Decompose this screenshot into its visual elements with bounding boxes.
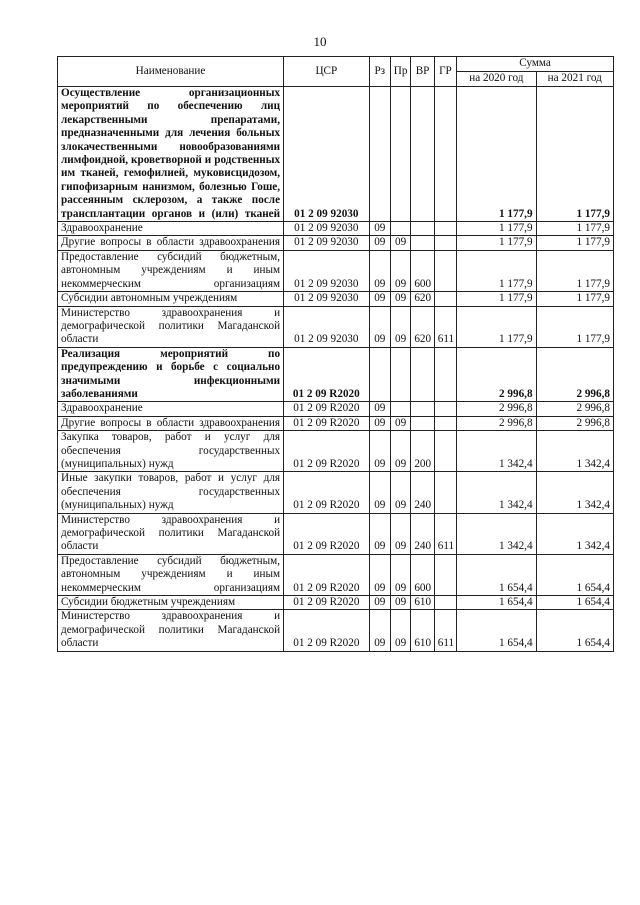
row-sum-2021: 1 177,9 [536, 222, 613, 236]
row-vr [411, 87, 434, 222]
row-vr [411, 236, 434, 250]
row-vr: 240 [411, 472, 434, 513]
row-rz: 09 [369, 554, 390, 595]
row-sum-2021: 1 177,9 [536, 236, 613, 250]
row-rz: 09 [369, 402, 390, 416]
row-sum-2021: 1 177,9 [536, 306, 613, 347]
row-csr: 01 2 09 R2020 [284, 472, 370, 513]
header-pr: Пр [390, 57, 410, 87]
row-sum-2020: 1 177,9 [457, 292, 536, 306]
row-rz: 09 [369, 222, 390, 236]
row-pr: 09 [390, 610, 410, 651]
row-sum-2021: 1 342,4 [536, 431, 613, 472]
row-name: Субсидии автономным учреждениям [58, 292, 284, 306]
page-number: 10 [313, 34, 327, 49]
row-vr [411, 416, 434, 430]
row-sum-2020: 1 654,4 [457, 554, 536, 595]
row-sum-2021: 1 177,9 [536, 292, 613, 306]
row-gr [434, 292, 456, 306]
table-row [58, 416, 614, 430]
row-gr [434, 347, 456, 402]
row-csr: 01 2 09 92030 [284, 87, 370, 222]
row-csr: 01 2 09 92030 [284, 306, 370, 347]
table-row [58, 306, 614, 347]
row-pr: 09 [390, 250, 410, 291]
row-gr [434, 472, 456, 513]
row-pr: 09 [390, 416, 410, 430]
row-csr: 01 2 09 R2020 [284, 610, 370, 651]
row-sum-2020: 1 342,4 [457, 472, 536, 513]
table-row [58, 554, 614, 595]
row-gr [434, 416, 456, 430]
table-row [58, 513, 614, 554]
table-row [58, 610, 614, 651]
header-vr: ВР [411, 57, 434, 87]
row-sum-2020: 1 342,4 [457, 513, 536, 554]
row-gr [434, 554, 456, 595]
row-name: Здравоохранение [58, 222, 284, 236]
row-gr [434, 222, 456, 236]
table-row [58, 472, 614, 513]
row-vr: 610 [411, 610, 434, 651]
row-pr: 09 [390, 236, 410, 250]
row-pr: 09 [390, 431, 410, 472]
row-vr: 600 [411, 250, 434, 291]
row-rz: 09 [369, 292, 390, 306]
table-row [58, 431, 614, 472]
row-name: Предоставление субсидий бюджетным, автономным учреждениям и иным некоммерческим организациям [58, 250, 284, 291]
table-header [58, 57, 614, 87]
row-pr: 09 [390, 472, 410, 513]
row-vr: 200 [411, 431, 434, 472]
row-gr: 611 [434, 610, 456, 651]
table-row [58, 347, 614, 402]
row-csr: 01 2 09 92030 [284, 292, 370, 306]
row-sum-2021: 1 177,9 [536, 87, 613, 222]
header-sum: Сумма [457, 57, 614, 72]
row-pr [390, 222, 410, 236]
header-name: Наименование [58, 57, 284, 87]
row-gr [434, 250, 456, 291]
row-sum-2020: 1 177,9 [457, 250, 536, 291]
row-sum-2020: 1 654,4 [457, 610, 536, 651]
row-gr: 611 [434, 513, 456, 554]
row-rz [369, 87, 390, 222]
row-sum-2021: 2 996,8 [536, 347, 613, 402]
row-rz: 09 [369, 431, 390, 472]
row-sum-2020: 1 177,9 [457, 306, 536, 347]
table-row [58, 596, 614, 610]
table-row [58, 292, 614, 306]
row-sum-2021: 2 996,8 [536, 416, 613, 430]
row-vr [411, 222, 434, 236]
row-sum-2021: 1 654,4 [536, 596, 613, 610]
row-pr: 09 [390, 306, 410, 347]
row-rz: 09 [369, 472, 390, 513]
row-csr: 01 2 09 R2020 [284, 513, 370, 554]
row-sum-2020: 1 177,9 [457, 222, 536, 236]
row-sum-2020: 2 996,8 [457, 402, 536, 416]
budget-table [57, 56, 614, 652]
table-row [58, 87, 614, 222]
row-name: Министерство здравоохранения и демографической политики Магаданской области [58, 513, 284, 554]
row-vr: 620 [411, 292, 434, 306]
row-rz: 09 [369, 250, 390, 291]
row-name: Министерство здравоохранения и демографической политики Магаданской области [58, 610, 284, 651]
row-vr: 620 [411, 306, 434, 347]
row-pr [390, 402, 410, 416]
row-gr [434, 596, 456, 610]
row-gr [434, 431, 456, 472]
row-name: Осуществление организационных мероприятий по обеспечению лиц лекарственными препаратами, предназначенными для лечения больных злокачественными новообразованиями лимфоидной, кроветворной и родственных им тканей, гемофилией, муковисцидозом, гипофизарным нанизмом, болезнью Гоше, рассеянным склерозом, а также после трансплантации органов и (или) тканей [58, 87, 284, 222]
row-sum-2021: 1 177,9 [536, 250, 613, 291]
header-gr: ГР [434, 57, 456, 87]
row-name: Другие вопросы в области здравоохранения [58, 236, 284, 250]
row-csr: 01 2 09 R2020 [284, 416, 370, 430]
row-name: Субсидии бюджетным учреждениям [58, 596, 284, 610]
row-vr: 240 [411, 513, 434, 554]
row-csr: 01 2 09 R2020 [284, 431, 370, 472]
row-csr: 01 2 09 R2020 [284, 402, 370, 416]
table-row [58, 402, 614, 416]
row-name: Здравоохранение [58, 402, 284, 416]
row-sum-2020: 1 177,9 [457, 87, 536, 222]
row-rz: 09 [369, 416, 390, 430]
row-gr [434, 236, 456, 250]
row-name: Предоставление субсидий бюджетным, автономным учреждениям и иным некоммерческим организациям [58, 554, 284, 595]
table-body [58, 87, 614, 652]
header-year-2020: на 2020 год [457, 72, 536, 87]
table-row [58, 222, 614, 236]
row-sum-2020: 1 654,4 [457, 596, 536, 610]
row-gr [434, 87, 456, 222]
row-name: Реализация мероприятий по предупреждению и борьбе с социально значимыми инфекционными заболеваниями [58, 347, 284, 402]
row-csr: 01 2 09 R2020 [284, 596, 370, 610]
row-gr [434, 402, 456, 416]
row-sum-2021: 1 342,4 [536, 472, 613, 513]
row-pr [390, 87, 410, 222]
row-pr: 09 [390, 596, 410, 610]
row-rz: 09 [369, 596, 390, 610]
header-year-2021: на 2021 год [536, 72, 613, 87]
row-sum-2021: 1 654,4 [536, 554, 613, 595]
row-csr: 01 2 09 92030 [284, 250, 370, 291]
header-rz: Рз [369, 57, 390, 87]
table-row [58, 236, 614, 250]
row-sum-2020: 1 177,9 [457, 236, 536, 250]
row-vr [411, 402, 434, 416]
row-rz [369, 347, 390, 402]
row-csr: 01 2 09 R2020 [284, 554, 370, 595]
row-pr: 09 [390, 554, 410, 595]
row-vr: 610 [411, 596, 434, 610]
row-gr: 611 [434, 306, 456, 347]
row-name: Закупка товаров, работ и услуг для обеспечения государственных (муниципальных) нужд [58, 431, 284, 472]
row-csr: 01 2 09 92030 [284, 222, 370, 236]
row-pr: 09 [390, 513, 410, 554]
table-row [58, 250, 614, 291]
row-sum-2021: 1 654,4 [536, 610, 613, 651]
row-vr: 600 [411, 554, 434, 595]
row-sum-2020: 2 996,8 [457, 416, 536, 430]
header-csr: ЦСР [284, 57, 370, 87]
row-rz: 09 [369, 236, 390, 250]
row-pr: 09 [390, 292, 410, 306]
row-name: Министерство здравоохранения и демографической политики Магаданской области [58, 306, 284, 347]
row-pr [390, 347, 410, 402]
row-rz: 09 [369, 610, 390, 651]
row-name: Иные закупки товаров, работ и услуг для обеспечения государственных (муниципальных) нужд [58, 472, 284, 513]
row-vr [411, 347, 434, 402]
row-rz: 09 [369, 306, 390, 347]
row-rz: 09 [369, 513, 390, 554]
row-name: Другие вопросы в области здравоохранения [58, 416, 284, 430]
row-sum-2021: 2 996,8 [536, 402, 613, 416]
row-sum-2020: 2 996,8 [457, 347, 536, 402]
row-sum-2020: 1 342,4 [457, 431, 536, 472]
row-sum-2021: 1 342,4 [536, 513, 613, 554]
row-csr: 01 2 09 92030 [284, 236, 370, 250]
row-csr: 01 2 09 R2020 [284, 347, 370, 402]
